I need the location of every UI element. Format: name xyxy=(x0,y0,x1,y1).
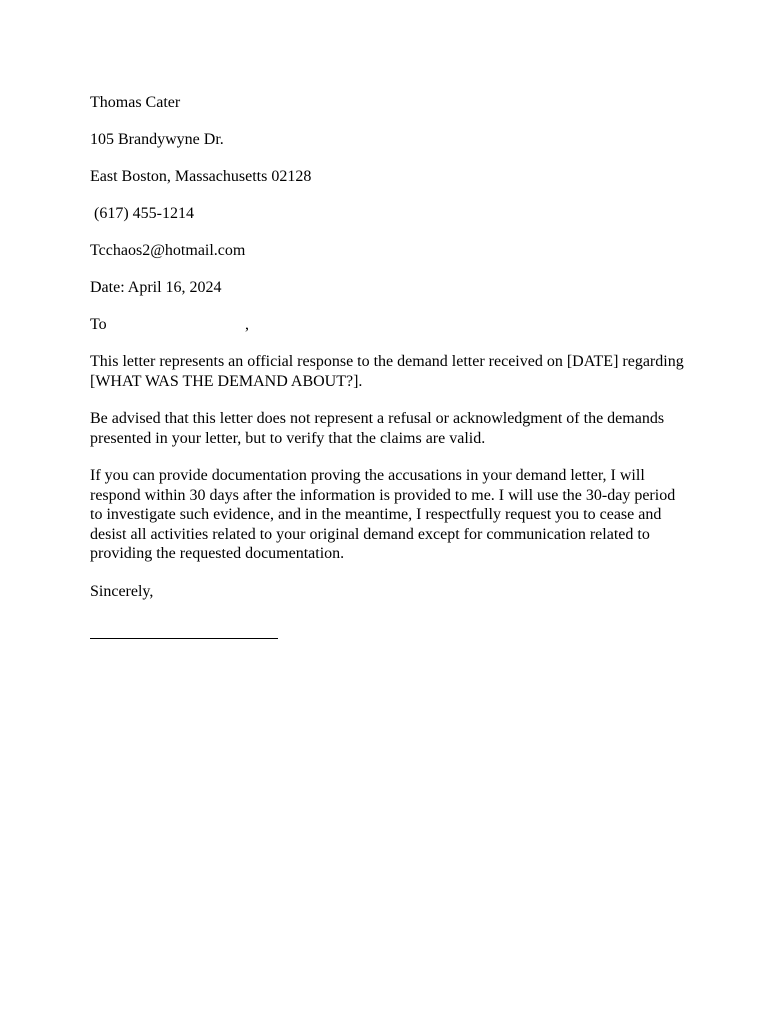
signature-line xyxy=(90,619,278,639)
closing: Sincerely, xyxy=(90,582,154,600)
paragraph-advisory: Be advised that this letter does not represent a refusal or acknowledgment of the demands presented in your letter, but to verify that the claims are valid. xyxy=(90,410,665,447)
paragraph-documentation: If you can provide documentation proving the accusations in your demand letter, I will respond within 30 days after the information is provided to me. I will use the 30-day period to investigate such evidence, and in the meantime, I respectfully request you to cease and desist all activities related to your original demand except for communication related to providing the requested documentation. xyxy=(90,467,676,562)
sender-street: 105 Brandywyne Dr. xyxy=(90,131,224,148)
sender-name: Thomas Cater xyxy=(90,94,181,111)
sender-email: Tcchaos2@hotmail.com xyxy=(90,242,246,259)
letter-body xyxy=(90,93,690,639)
sender-phone: (617) 455-1214 xyxy=(90,205,194,222)
sender-city: East Boston, Massachusetts 02128 xyxy=(90,168,312,185)
recipient-comma: , xyxy=(245,316,249,333)
paragraph-response: This letter represents an official response to the demand letter received on [DATE] regarding [WHAT WAS THE DEMAND ABOUT?]. xyxy=(90,353,684,390)
recipient-label: To xyxy=(90,316,107,333)
letter-date: Date: April 16, 2024 xyxy=(90,279,222,296)
recipient-line xyxy=(90,315,690,335)
